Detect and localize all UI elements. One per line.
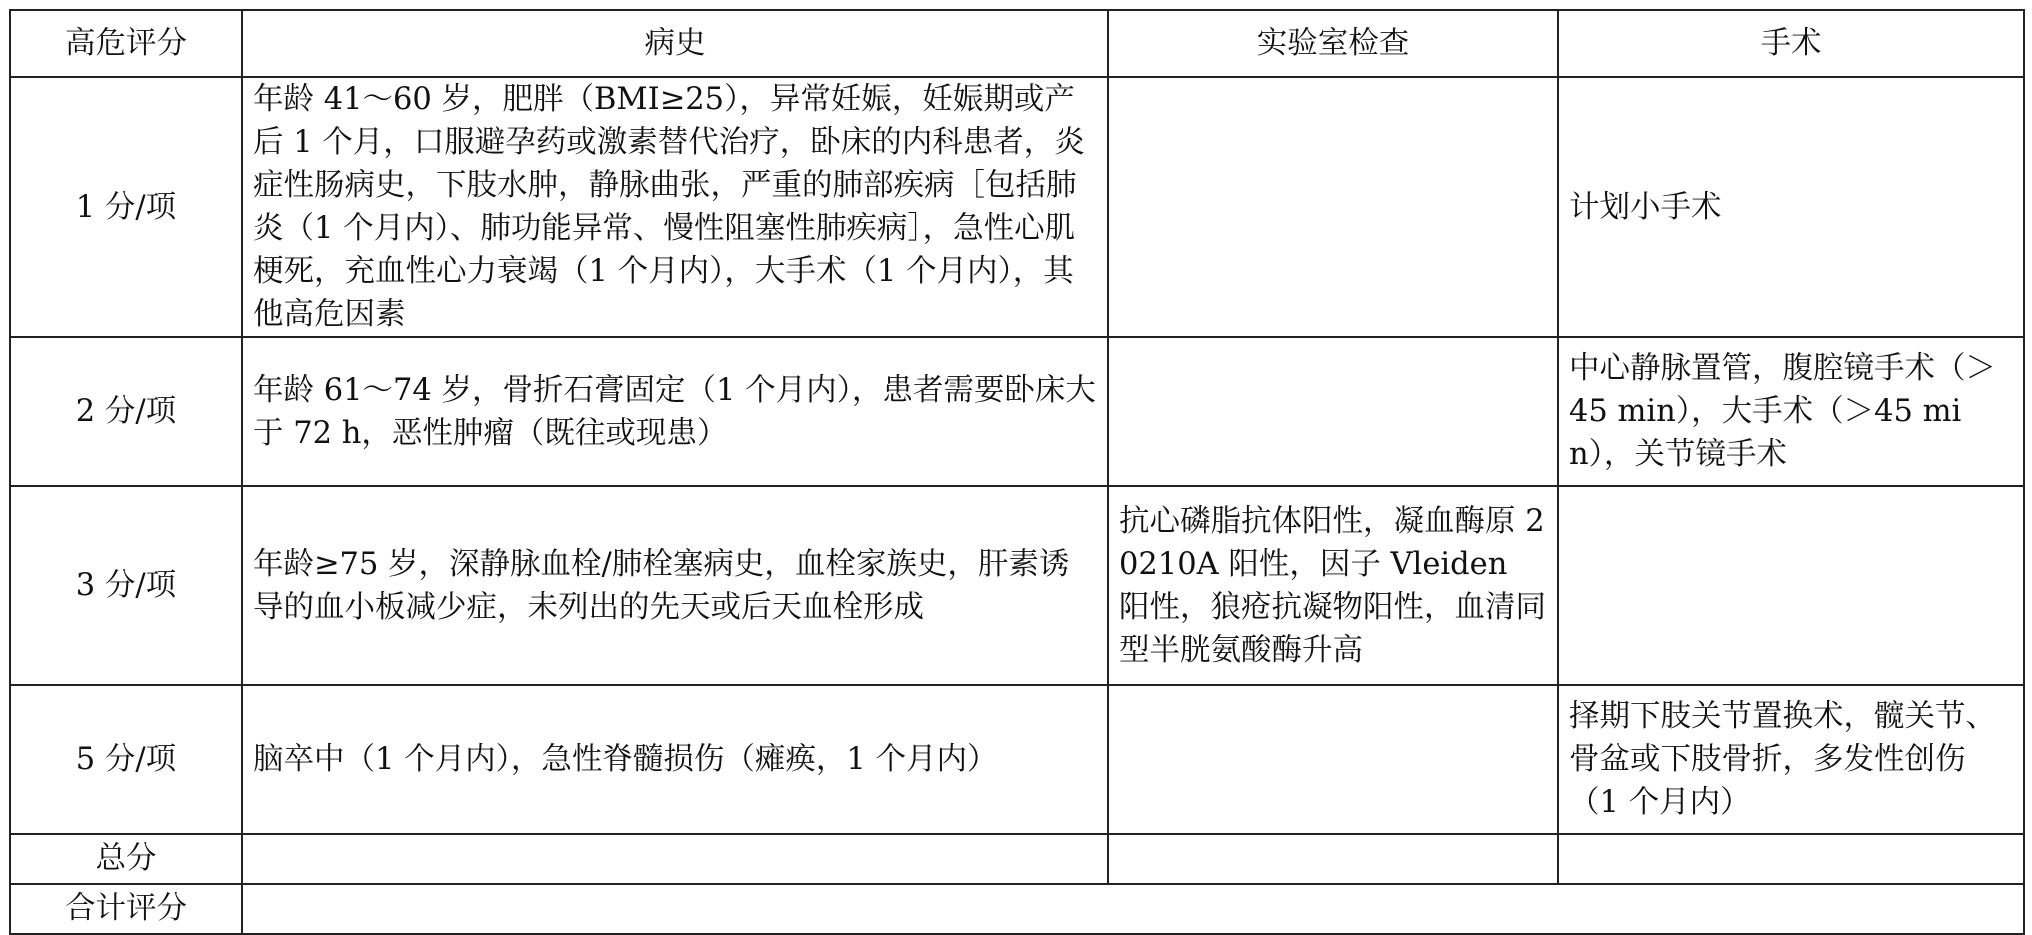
total-lab-cell (1108, 834, 1558, 884)
score-cell: 2 分/项 (10, 337, 242, 486)
header-history: 病史 (242, 10, 1108, 77)
history-cell: 年龄≥75 岁，深静脉血栓/肺栓塞病史，血栓家族史，肝素诱导的血小板减少症，未列出的先天或后天血栓形成 (242, 486, 1108, 685)
header-score: 高危评分 (10, 10, 242, 77)
lab-cell: 抗心磷脂抗体阳性，凝血酶原 20210A 阳性，因子 Vleiden 阳性，狼疮抗凝物阳性，血清同型半胱氨酸酶升高 (1108, 486, 1558, 685)
score-cell: 5 分/项 (10, 685, 242, 834)
lab-cell (1108, 685, 1558, 834)
risk-score-table (9, 9, 2025, 935)
table-row (10, 486, 2024, 685)
header-surgery: 手术 (1558, 10, 2024, 77)
surgery-cell (1558, 486, 2024, 685)
history-cell: 脑卒中（1 个月内），急性脊髓损伤（瘫痪，1 个月内） (242, 685, 1108, 834)
sum-value-cell (242, 884, 2024, 934)
total-label: 总分 (10, 834, 242, 884)
lab-cell (1108, 77, 1558, 337)
table-row (10, 685, 2024, 834)
lab-cell (1108, 337, 1558, 486)
history-cell: 年龄 41～60 岁，肥胖（BMI≥25），异常妊娠，妊娠期或产后 1 个月，口服避孕药或激素替代治疗，卧床的内科患者，炎症性肠病史，下肢水肿，静脉曲张，严重的肺部疾病［包括肺炎（1 个月内）、肺功能异常、慢性阻塞性肺疾病］，急性心肌梗死，充血性心力衰竭（1 个月内），大手术（1 个月内），其他高危因素 (242, 77, 1108, 337)
score-cell: 1 分/项 (10, 77, 242, 337)
sum-label: 合计评分 (10, 884, 242, 934)
table-row (10, 337, 2024, 486)
table-row (10, 77, 2024, 337)
surgery-cell: 计划小手术 (1558, 77, 2024, 337)
table-header-row (10, 10, 2024, 77)
total-row (10, 834, 2024, 884)
total-history-cell (242, 834, 1108, 884)
history-cell: 年龄 61～74 岁，骨折石膏固定（1 个月内），患者需要卧床大于 72 h，恶性肿瘤（既往或现患） (242, 337, 1108, 486)
total-surgery-cell (1558, 834, 2024, 884)
header-lab: 实验室检查 (1108, 10, 1558, 77)
score-cell: 3 分/项 (10, 486, 242, 685)
surgery-cell: 择期下肢关节置换术，髋关节、骨盆或下肢骨折，多发性创伤（1 个月内） (1558, 685, 2024, 834)
surgery-cell: 中心静脉置管，腹腔镜手术（＞45 min），大手术（＞45 min），关节镜手术 (1558, 337, 2024, 486)
sum-row (10, 884, 2024, 934)
